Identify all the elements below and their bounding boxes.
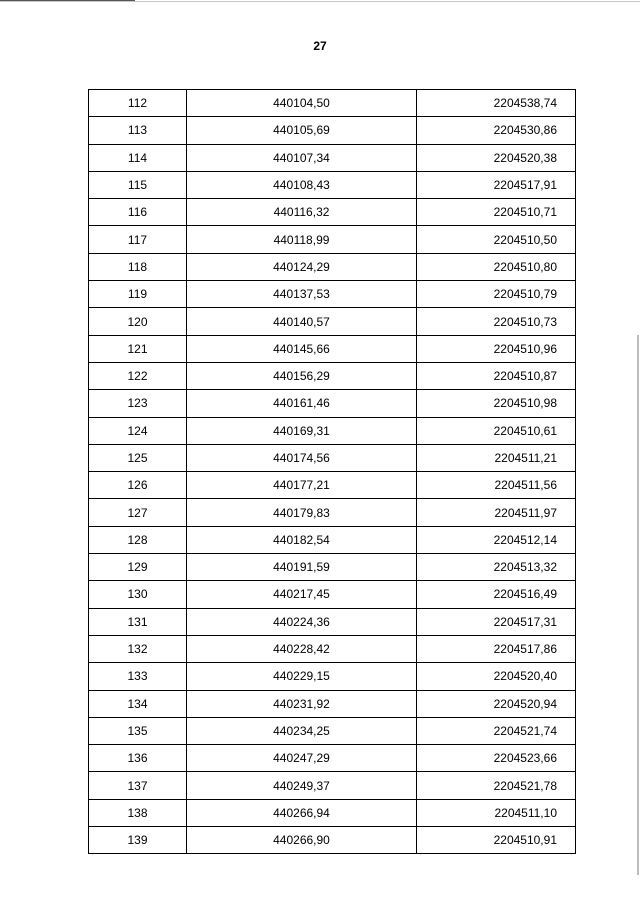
- y-coordinate-cell: 2204510,71: [417, 199, 576, 226]
- table-row: [89, 444, 576, 471]
- table-row: [89, 253, 576, 280]
- point-number-cell: 127: [89, 499, 187, 526]
- x-coordinate-cell: 440266,94: [187, 799, 417, 826]
- y-coordinate-cell: 2204520,40: [417, 663, 576, 690]
- x-coordinate-cell: 440229,15: [187, 663, 417, 690]
- x-coordinate-cell: 440107,34: [187, 144, 417, 171]
- point-number-cell: 132: [89, 635, 187, 662]
- y-coordinate-cell: 2204510,87: [417, 362, 576, 389]
- table-row: [89, 799, 576, 826]
- table-row: [89, 390, 576, 417]
- y-coordinate-cell: 2204516,49: [417, 581, 576, 608]
- y-coordinate-cell: 2204520,38: [417, 144, 576, 171]
- y-coordinate-cell: 2204510,96: [417, 335, 576, 362]
- y-coordinate-cell: 2204517,91: [417, 171, 576, 198]
- table-row: [89, 663, 576, 690]
- y-coordinate-cell: 2204517,86: [417, 635, 576, 662]
- point-number-cell: 139: [89, 827, 187, 854]
- y-coordinate-cell: 2204517,31: [417, 608, 576, 635]
- y-coordinate-cell: 2204511,97: [417, 499, 576, 526]
- coordinates-table: [88, 89, 576, 854]
- x-coordinate-cell: 440104,50: [187, 90, 417, 117]
- y-coordinate-cell: 2204513,32: [417, 554, 576, 581]
- y-coordinate-cell: 2204510,61: [417, 417, 576, 444]
- page-top-border: [0, 1, 640, 2]
- x-coordinate-cell: 440137,53: [187, 281, 417, 308]
- x-coordinate-cell: 440145,66: [187, 335, 417, 362]
- x-coordinate-cell: 440249,37: [187, 772, 417, 799]
- table-row: [89, 717, 576, 744]
- point-number-cell: 126: [89, 472, 187, 499]
- y-coordinate-cell: 2204511,21: [417, 444, 576, 471]
- point-number-cell: 115: [89, 171, 187, 198]
- y-coordinate-cell: 2204510,98: [417, 390, 576, 417]
- x-coordinate-cell: 440161,46: [187, 390, 417, 417]
- point-number-cell: 133: [89, 663, 187, 690]
- point-number-cell: 129: [89, 554, 187, 581]
- y-coordinate-cell: 2204510,50: [417, 226, 576, 253]
- point-number-cell: 130: [89, 581, 187, 608]
- coordinates-table-body: [89, 90, 576, 854]
- table-row: [89, 608, 576, 635]
- y-coordinate-cell: 2204511,56: [417, 472, 576, 499]
- point-number-cell: 120: [89, 308, 187, 335]
- table-row: [89, 472, 576, 499]
- x-coordinate-cell: 440179,83: [187, 499, 417, 526]
- x-coordinate-cell: 440105,69: [187, 117, 417, 144]
- x-coordinate-cell: 440182,54: [187, 526, 417, 553]
- point-number-cell: 114: [89, 144, 187, 171]
- point-number-cell: 123: [89, 390, 187, 417]
- point-number-cell: 134: [89, 690, 187, 717]
- x-coordinate-cell: 440116,32: [187, 199, 417, 226]
- y-coordinate-cell: 2204530,86: [417, 117, 576, 144]
- x-coordinate-cell: 440174,56: [187, 444, 417, 471]
- y-coordinate-cell: 2204538,74: [417, 90, 576, 117]
- y-coordinate-cell: 2204510,79: [417, 281, 576, 308]
- point-number-cell: 117: [89, 226, 187, 253]
- y-coordinate-cell: 2204510,91: [417, 827, 576, 854]
- table-row: [89, 690, 576, 717]
- point-number-cell: 116: [89, 199, 187, 226]
- point-number-cell: 138: [89, 799, 187, 826]
- table-row: [89, 144, 576, 171]
- table-row: [89, 581, 576, 608]
- table-row: [89, 117, 576, 144]
- y-coordinate-cell: 2204512,14: [417, 526, 576, 553]
- table-row: [89, 335, 576, 362]
- point-number-cell: 128: [89, 526, 187, 553]
- table-row: [89, 499, 576, 526]
- y-coordinate-cell: 2204510,73: [417, 308, 576, 335]
- y-coordinate-cell: 2204523,66: [417, 745, 576, 772]
- x-coordinate-cell: 440124,29: [187, 253, 417, 280]
- y-coordinate-cell: 2204520,94: [417, 690, 576, 717]
- table-row: [89, 417, 576, 444]
- point-number-cell: 135: [89, 717, 187, 744]
- x-coordinate-cell: 440156,29: [187, 362, 417, 389]
- table-row: [89, 308, 576, 335]
- table-row: [89, 745, 576, 772]
- point-number-cell: 118: [89, 253, 187, 280]
- point-number-cell: 137: [89, 772, 187, 799]
- y-coordinate-cell: 2204521,74: [417, 717, 576, 744]
- table-row: [89, 226, 576, 253]
- x-coordinate-cell: 440228,42: [187, 635, 417, 662]
- point-number-cell: 131: [89, 608, 187, 635]
- point-number-cell: 136: [89, 745, 187, 772]
- y-coordinate-cell: 2204510,80: [417, 253, 576, 280]
- x-coordinate-cell: 440266,90: [187, 827, 417, 854]
- point-number-cell: 119: [89, 281, 187, 308]
- table-row: [89, 635, 576, 662]
- page-number: 27: [313, 39, 327, 53]
- point-number-cell: 113: [89, 117, 187, 144]
- y-coordinate-cell: 2204521,78: [417, 772, 576, 799]
- table-row: [89, 281, 576, 308]
- scan-side-shadow: [637, 335, 639, 875]
- table-row: [89, 199, 576, 226]
- x-coordinate-cell: 440224,36: [187, 608, 417, 635]
- point-number-cell: 125: [89, 444, 187, 471]
- table-row: [89, 526, 576, 553]
- x-coordinate-cell: 440118,99: [187, 226, 417, 253]
- x-coordinate-cell: 440217,45: [187, 581, 417, 608]
- y-coordinate-cell: 2204511,10: [417, 799, 576, 826]
- x-coordinate-cell: 440169,31: [187, 417, 417, 444]
- x-coordinate-cell: 440247,29: [187, 745, 417, 772]
- table-row: [89, 171, 576, 198]
- x-coordinate-cell: 440231,92: [187, 690, 417, 717]
- table-row: [89, 827, 576, 854]
- table-row: [89, 362, 576, 389]
- x-coordinate-cell: 440177,21: [187, 472, 417, 499]
- point-number-cell: 112: [89, 90, 187, 117]
- table-row: [89, 90, 576, 117]
- table-row: [89, 772, 576, 799]
- x-coordinate-cell: 440108,43: [187, 171, 417, 198]
- point-number-cell: 124: [89, 417, 187, 444]
- x-coordinate-cell: 440191,59: [187, 554, 417, 581]
- point-number-cell: 122: [89, 362, 187, 389]
- table-row: [89, 554, 576, 581]
- point-number-cell: 121: [89, 335, 187, 362]
- x-coordinate-cell: 440140,57: [187, 308, 417, 335]
- x-coordinate-cell: 440234,25: [187, 717, 417, 744]
